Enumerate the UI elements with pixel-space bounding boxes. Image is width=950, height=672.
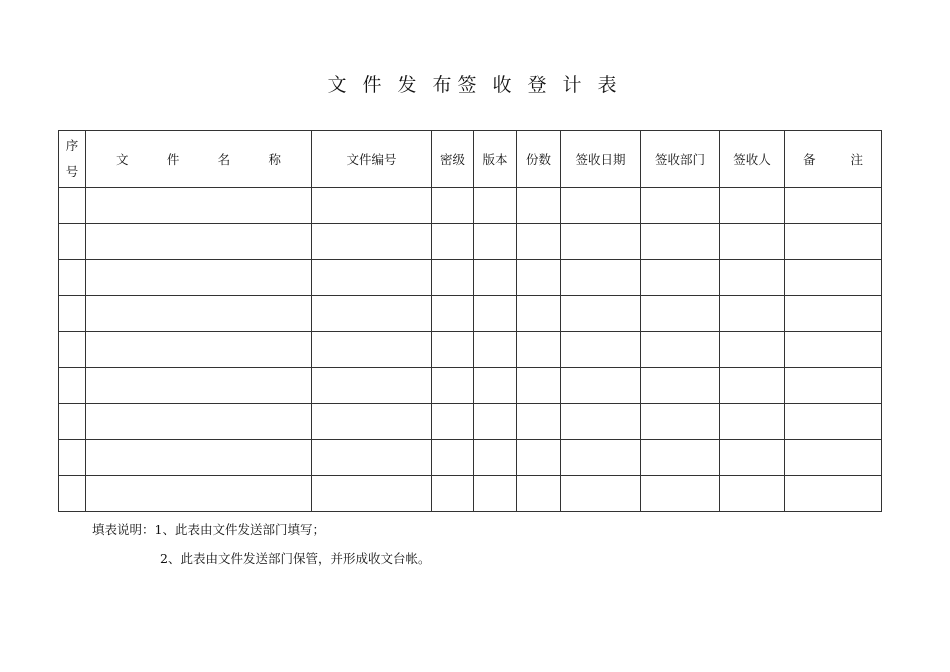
table-row [59,368,882,404]
header-remark-char: 注 [850,152,863,167]
table-cell[interactable] [641,476,720,512]
table-cell[interactable] [561,332,641,368]
title-char: 文 [327,74,353,96]
table-cell[interactable] [312,476,432,512]
table-cell[interactable] [785,188,882,224]
table-cell[interactable] [785,476,882,512]
header-signer: 签收人 [720,131,785,188]
title-char: 登 [527,74,553,96]
table-cell[interactable] [517,368,561,404]
header-file-name [86,131,312,188]
table-row [59,296,882,332]
table-cell[interactable] [720,404,785,440]
table-cell[interactable] [641,188,720,224]
table-cell[interactable] [312,404,432,440]
table-cell[interactable] [86,368,312,404]
table-cell[interactable] [59,440,86,476]
distribution-register-table [58,130,882,512]
table-cell[interactable] [312,296,432,332]
instruction-note-2: 2、此表由文件发送部门保管，并形成收文台帐。 [160,551,431,566]
table-cell[interactable] [474,224,517,260]
header-row [59,131,882,188]
table-cell[interactable] [561,296,641,332]
header-seq [59,131,86,188]
table-cell[interactable] [432,476,474,512]
table-cell[interactable] [641,440,720,476]
table-cell[interactable] [785,440,882,476]
table-cell[interactable] [59,224,86,260]
table-cell[interactable] [641,260,720,296]
table-cell[interactable] [474,296,517,332]
table-cell[interactable] [312,224,432,260]
table-cell[interactable] [785,368,882,404]
table-row [59,476,882,512]
table-cell[interactable] [59,296,86,332]
table-cell[interactable] [432,368,474,404]
title-char: 计 [562,74,588,96]
table-cell[interactable] [432,188,474,224]
table-cell[interactable] [561,476,641,512]
table-row [59,404,882,440]
table-cell[interactable] [312,188,432,224]
table-cell[interactable] [312,260,432,296]
header-sign-date: 签收日期 [561,131,641,188]
table-cell[interactable] [561,224,641,260]
title-char: 发 [397,74,423,96]
table-cell[interactable] [517,260,561,296]
table-cell[interactable] [561,368,641,404]
header-file-name-char: 名 [217,152,231,167]
table-cell[interactable] [517,296,561,332]
table-cell[interactable] [312,368,432,404]
table-cell[interactable] [474,404,517,440]
table-cell[interactable] [86,440,312,476]
table-cell[interactable] [641,368,720,404]
table-cell[interactable] [474,476,517,512]
header-file-name-char: 文 [116,152,129,167]
table-cell[interactable] [432,260,474,296]
header-copies: 份数 [517,131,561,188]
table-cell[interactable] [474,368,517,404]
table-cell[interactable] [86,224,312,260]
table-cell[interactable] [517,404,561,440]
table-cell[interactable] [720,332,785,368]
header-sign-dept: 签收部门 [641,131,720,188]
table-cell[interactable] [432,404,474,440]
table-cell[interactable] [59,476,86,512]
table-cell[interactable] [59,260,86,296]
table-cell[interactable] [432,224,474,260]
table-cell[interactable] [720,296,785,332]
title-char: 表 [597,74,623,96]
table-cell[interactable] [432,296,474,332]
table-cell[interactable] [59,368,86,404]
table-cell[interactable] [641,332,720,368]
table-cell[interactable] [785,404,882,440]
table-cell[interactable] [641,296,720,332]
table-cell[interactable] [312,332,432,368]
table-cell[interactable] [59,404,86,440]
title-char: 件 [362,74,388,96]
table-row [59,440,882,476]
table-cell[interactable] [561,260,641,296]
table-cell[interactable] [561,440,641,476]
table-cell[interactable] [785,260,882,296]
table-cell[interactable] [474,188,517,224]
table-cell[interactable] [720,440,785,476]
table-cell[interactable] [432,440,474,476]
table-cell[interactable] [432,332,474,368]
table-cell[interactable] [517,224,561,260]
table-cell[interactable] [59,188,86,224]
table-cell[interactable] [720,368,785,404]
title-char: 收 [492,74,518,96]
table-cell[interactable] [641,224,720,260]
header-remark [785,131,882,188]
table-cell[interactable] [517,188,561,224]
table-cell[interactable] [517,476,561,512]
table-cell[interactable] [474,260,517,296]
header-remark-char: 备 [803,152,816,167]
table-cell[interactable] [86,188,312,224]
table-cell[interactable] [86,332,312,368]
table-cell[interactable] [474,332,517,368]
table-cell[interactable] [86,296,312,332]
table-cell[interactable] [517,440,561,476]
header-file-no: 文件编号 [312,131,432,188]
table-cell[interactable] [785,296,882,332]
table-cell[interactable] [785,224,882,260]
table-cell[interactable] [86,260,312,296]
header-version: 版本 [474,131,517,188]
table-row [59,260,882,296]
table-cell[interactable] [720,224,785,260]
table-cell[interactable] [641,404,720,440]
header-file-name-char: 称 [268,152,281,167]
table-cell[interactable] [517,332,561,368]
table-cell[interactable] [474,440,517,476]
table-cell[interactable] [561,404,641,440]
table-cell[interactable] [720,476,785,512]
table-cell[interactable] [785,332,882,368]
table-cell[interactable] [59,332,86,368]
table-cell[interactable] [561,188,641,224]
table-cell[interactable] [86,476,312,512]
title-char: 布签 [432,74,483,96]
table-cell[interactable] [720,260,785,296]
instruction-note-1: 填表说明：1、此表由文件发送部门填写； [92,522,325,537]
header-seq-char: 号 [65,164,79,179]
table-cell[interactable] [86,404,312,440]
header-secret-level: 密级 [432,131,474,188]
header-seq-char: 序 [65,138,79,153]
table-cell[interactable] [720,188,785,224]
table-row [59,224,882,260]
header-file-name-char: 件 [166,152,180,167]
table-row [59,188,882,224]
table-row [59,332,882,368]
table-cell[interactable] [312,440,432,476]
page-title [0,70,950,97]
